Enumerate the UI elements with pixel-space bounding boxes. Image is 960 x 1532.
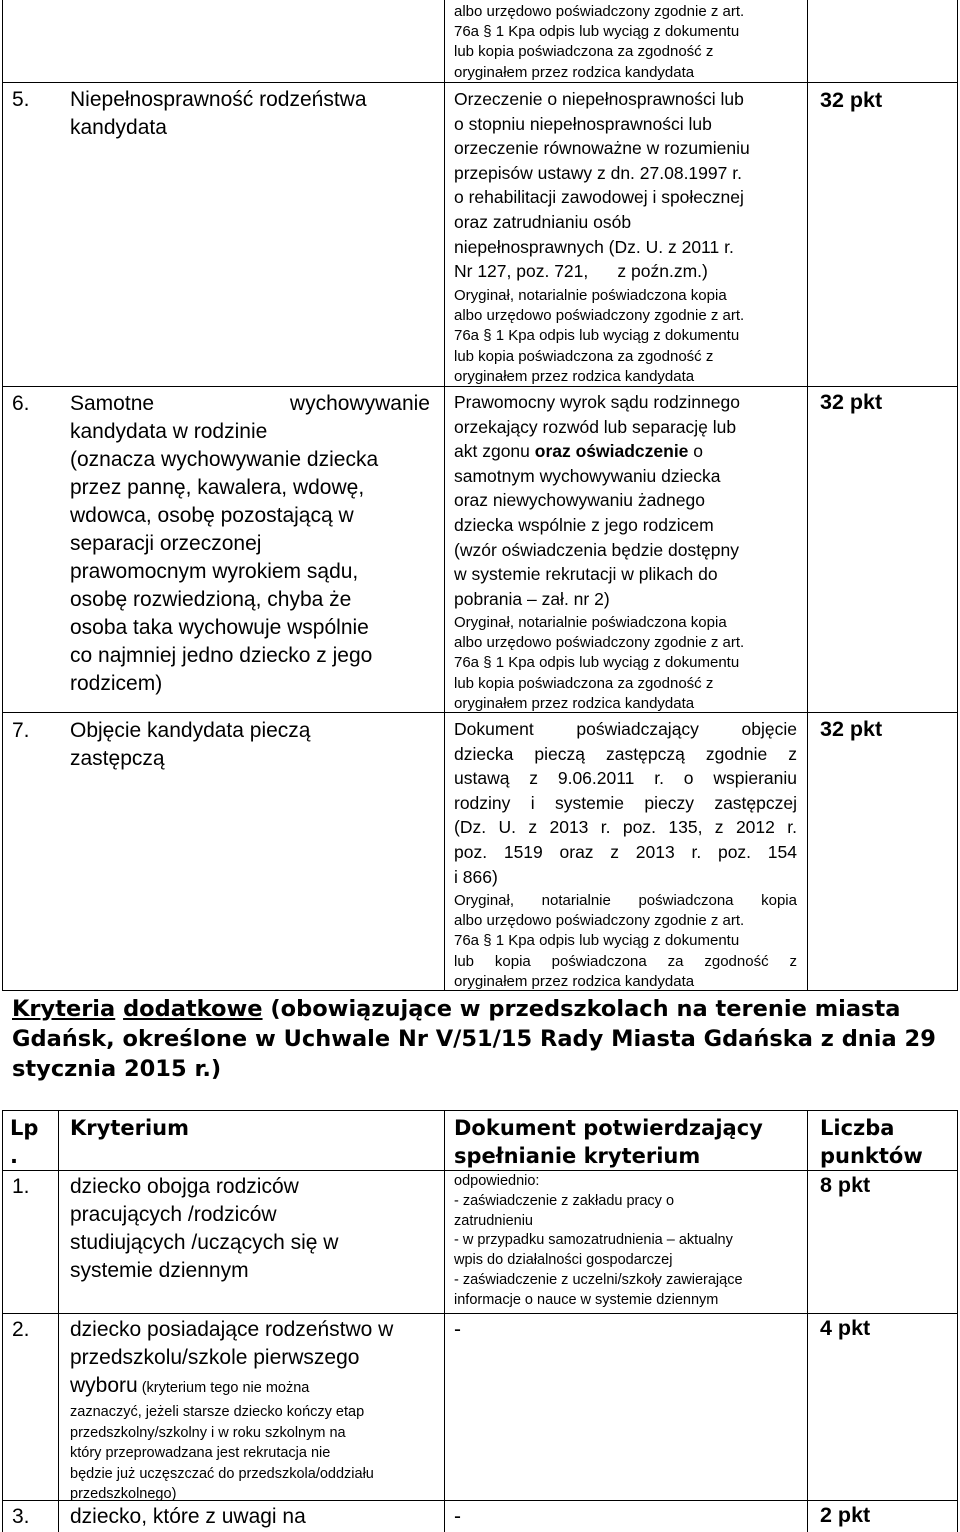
points-value: 32 pkt [820, 717, 883, 741]
document-line: akt zgonu oraz oświadczenie o [454, 441, 704, 462]
criterion-text: Samotne wychowywanie kandydata w rodzinie (oznacza wychowywanie dziecka przez pannę, kawalera, wdowę, wdowca, osobę pozostającą w separacji orzeczonej prawomocnym wyrokiem sądu, osobę rozwiedzioną, chyba że osoba taka wychowuje wspólnie co najmniej jedno dziecko z jego rodzicem) [70, 392, 430, 695]
header-document: Dokument potwierdzający spełnianie kryterium [454, 1116, 763, 1168]
border [2, 1110, 958, 1111]
criterion-text: dziecko posiadające rodzeństwo w przedszkolu/szkole pierwszego wyboru (kryterium tego nie można zaznaczyć, jeżeli starsze dziecko kończy etap przedszkolny/szkolny i w roku szkolnym na który przeprowadzana jest rekrutacja nie będzie już uczęszczać do przedszkola/oddziału przedszkolnego) [70, 1318, 394, 1502]
row-number: 3. [12, 1505, 30, 1528]
header-criterion: Kryterium [70, 1116, 189, 1140]
border [444, 1110, 445, 1532]
border [444, 0, 445, 990]
row-number: 7. [12, 719, 30, 742]
points-value: 32 pkt [820, 88, 883, 112]
document-note: Oryginał, notarialnie poświadczona kopia albo urzędowo poświadczony zgodnie z art. 76a § 1 Kpa odpis lub wyciąg z dokumentu lub kopia poświadczona za zgodność z oryginałem przez rodzica kandydata [454, 287, 745, 385]
row-number: 2. [12, 1318, 30, 1341]
border [2, 0, 3, 990]
border [2, 1110, 3, 1532]
border [807, 1110, 808, 1532]
row-number: 5. [12, 88, 30, 111]
points-value: 2 pkt [820, 1503, 871, 1527]
criterion-text: dziecko, które z uwagi na [70, 1505, 306, 1528]
points-value: 32 pkt [820, 390, 883, 414]
header-lp: Lp . [10, 1116, 39, 1168]
criterion-text: dziecko obojga rodziców pracujących /rodziców studiujących /uczących się w systemie dziennym [70, 1175, 339, 1282]
row-number: 1. [12, 1175, 30, 1198]
points-value: 4 pkt [820, 1316, 871, 1340]
points-value: 8 pkt [820, 1173, 871, 1197]
section-heading: Kryteria dodatkowe (obowiązujące w przedszkolach na terenie miasta Gdańsk, określone w Uchwale Nr V/51/15 Rady Miasta Gdańska z dnia 29 stycznia 2015 r.) [12, 996, 936, 1082]
border [957, 1110, 958, 1532]
criterion-text: Objęcie kandydata pieczą zastępczą [70, 719, 311, 770]
document-text: - [454, 1505, 461, 1528]
document-text: Dokument poświadczający objęcie dziecka pieczą zastępczą zgodnie z ustawą z 9.06.2011 r. o wspieraniu rodziny i systemie pieczy zastępczej (Dz. U. z 2013 r. poz. 135, z 2012 r. poz. 1519 oraz z 2013 r. poz. 154 i 866) [454, 719, 797, 887]
border [2, 1313, 958, 1314]
border [807, 0, 808, 990]
row-number: 6. [12, 392, 30, 415]
document-note: Oryginał, notarialnie poświadczona kopia albo urzędowo poświadczony zgodnie z art. 76a § 1 Kpa odpis lub wyciąg z dokumentu lub kopia poświadczona za zgodność z oryginałem przez rodzica kandydata [454, 614, 745, 712]
document-text: odpowiednio: - zaświadczenie z zakładu pracy o zatrudnieniu - w przypadku samozatrudnienia – aktualny wpis do działalności gospodarczej - zaświadczenie z uczelni/szkoły zawierające informacje o nauce w systemie dziennym [454, 1173, 743, 1308]
document-note: Oryginał, notarialnie poświadczona kopia albo urzędowo poświadczony zgodnie z art. 76a § 1 Kpa odpis lub wyciąg z dokumentu lub kopia poświadczona za zgodność z oryginałem przez rodzica kandydata [454, 892, 797, 990]
document-text: - [454, 1318, 461, 1341]
border [957, 0, 958, 990]
border [2, 1170, 958, 1171]
header-points: Liczba punktów [820, 1116, 923, 1168]
document-text: Orzeczenie o niepełnosprawności lub o stopniu niepełnosprawności lub orzeczenie równoważne w rozumieniu przepisów ustawy z dn. 27.08.1997 r. o rehabilitacji zawodowej i społecznej oraz zatrudnianiu osób niepełnosprawnych (Dz. U. z 2011 r. Nr 127, poz. 721, z poźn.zm.) [454, 89, 750, 282]
criterion-text: Niepełnosprawność rodzeństwa kandydata [70, 88, 367, 139]
document-text: Prawomocny wyrok sądu rodzinnego orzekający rozwód lub separację lub akt zgonu oraz oświadczenie o samotnym wychowywaniu dziecka oraz niewychowywaniu żadnego dziecka wspólnie z jego rodzicem (wzór oświadczenia będzie dostępny w systemie rekrutacji w plikach do pobrania – zał. nr 2) [454, 390, 799, 611]
document-note: albo urzędowo poświadczony zgodnie z art. 76a § 1 Kpa odpis lub wyciąg z dokumentu lub kopia poświadczona za zgodność z oryginałem przez rodzica kandydata [454, 3, 745, 81]
border [58, 1110, 59, 1532]
